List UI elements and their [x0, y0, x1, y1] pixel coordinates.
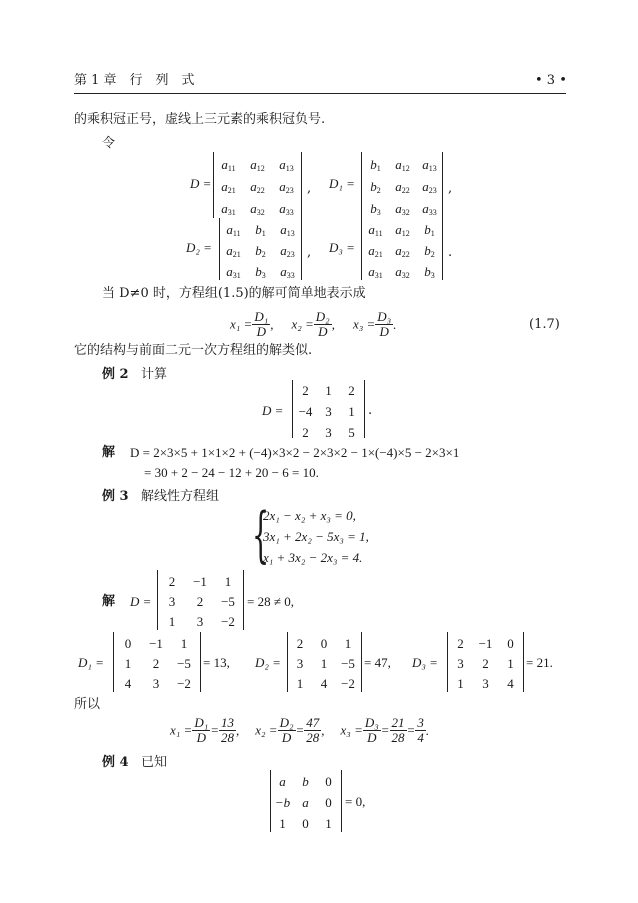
denominator: 28	[221, 729, 235, 745]
punctuation: .	[393, 316, 397, 332]
matrix-cell: −5	[341, 656, 355, 671]
denominator: D	[318, 323, 328, 339]
det-label-D3: D₃ =	[412, 655, 438, 670]
matrix-cell: −1	[149, 636, 163, 651]
det-label-D: D =	[262, 403, 284, 418]
equation: 3x₁ + 2x₂ − 5x₃ = 1,	[263, 529, 369, 544]
fraction	[415, 716, 426, 744]
matrix-cell: $a_{13}$	[280, 222, 295, 238]
matrix-cell: 1	[325, 383, 332, 398]
period: .	[448, 245, 453, 260]
matrix-cell: 3	[482, 676, 489, 691]
matrix-cell: $a_{22}$	[395, 243, 410, 259]
matrix-cell: $b_3$	[255, 264, 266, 280]
matrix-cell: 1	[320, 656, 328, 671]
det-label-D: D =	[190, 176, 212, 191]
equation-rhs: = 47,	[364, 655, 391, 670]
det-label-D2: D₂ =	[255, 655, 281, 670]
matrix-cell: 2	[296, 636, 304, 651]
matrix-cell: −5	[221, 594, 235, 609]
equation-rhs: = 13,	[203, 655, 230, 670]
matrix-cell: $a_{32}$	[395, 264, 410, 280]
matrix-cell: $a_{12}$	[250, 157, 265, 173]
det-bar	[200, 632, 201, 692]
numerator: 21	[391, 715, 405, 730]
fraction	[375, 310, 393, 338]
fraction	[304, 716, 321, 744]
matrix-cell: 3	[168, 594, 176, 609]
fraction	[219, 716, 236, 744]
matrix-cell: a	[302, 795, 309, 810]
matrix-cell: −2	[177, 676, 191, 691]
chapter-header: 第 1 章 行 列 式	[74, 73, 195, 88]
example-label: 例 4	[102, 755, 129, 770]
fraction	[314, 310, 332, 338]
det-label-D1: D₁ =	[78, 655, 104, 670]
det-bar	[523, 632, 524, 692]
matrix-cell: $a_{31}$	[368, 264, 383, 280]
equation-number: (1.7)	[529, 317, 560, 332]
formula-lhs: x₃ =	[340, 722, 363, 738]
page-number: • 3 •	[535, 73, 567, 88]
det-bar	[243, 570, 244, 630]
matrix-cell: −2	[221, 614, 235, 629]
fraction	[363, 716, 381, 744]
denominator: 4	[417, 729, 424, 745]
det-label-D2: D₂ =	[186, 240, 212, 255]
denominator: D	[196, 729, 206, 745]
paragraph: 的乘积冠正号，虚线上三元素的乘积冠负号.	[74, 112, 326, 127]
matrix-cell: $a_{12}$	[395, 222, 410, 238]
equals-sign: =	[406, 722, 416, 738]
numerator: D₁	[254, 309, 269, 324]
matrix-cell: $a_{11}$	[221, 157, 236, 173]
matrix-cell: 1	[180, 636, 188, 651]
matrix-cell: $a_{21}$	[226, 243, 241, 259]
matrix-cell: 2	[152, 656, 160, 671]
matrix-cell: 3	[325, 425, 332, 440]
matrix-cell: 1	[224, 574, 232, 589]
matrix-cell: 2	[302, 383, 309, 398]
det-bar	[301, 218, 302, 280]
matrix-cell: a	[279, 774, 286, 789]
calculation-line: D = 2×3×5 + 1×1×2 + (−4)×3×2 − 2×3×2 − 1×(−4)×5 − 2×3×1	[130, 445, 460, 460]
denominator: 28	[306, 729, 320, 745]
punctuation: ,	[331, 316, 335, 332]
matrix-cell: $b_2$	[424, 243, 435, 259]
example-label: 例 3	[102, 489, 129, 504]
matrix-cell: −5	[177, 656, 191, 671]
matrix-cell: 3	[325, 404, 332, 419]
matrix-cell: $b_3$	[424, 264, 435, 280]
matrix-cell: 0	[302, 816, 309, 831]
matrix-cell: $a_{11}$	[226, 222, 241, 238]
matrix-cell: 2	[348, 383, 355, 398]
matrix-cell: $a_{33}$	[280, 264, 295, 280]
numerator: 47	[306, 715, 320, 730]
equals-sign: =	[380, 722, 390, 738]
matrix-cell: 2	[302, 425, 309, 440]
fraction	[390, 716, 407, 744]
matrix-cell: −b	[274, 795, 291, 810]
matrix-cell: $a_{11}$	[368, 222, 383, 238]
det-bar	[341, 770, 342, 832]
comma: ,	[307, 181, 312, 196]
matrix-cell: b	[302, 774, 309, 789]
matrix-cell: 3	[196, 614, 204, 629]
left-brace: {	[252, 500, 270, 570]
matrix-cell: 1	[507, 656, 514, 671]
formula-lhs: x₃ =	[352, 316, 376, 332]
matrix-cell: 2	[196, 594, 204, 609]
formula-lhs: x₂ =	[291, 316, 314, 332]
denominator: D	[281, 729, 292, 745]
matrix-cell: $a_{23}$	[279, 179, 294, 195]
numerator: D₂	[279, 715, 294, 730]
det-bar	[361, 632, 362, 692]
matrix-cell: 2	[457, 636, 464, 651]
matrix-cell: 0	[320, 636, 328, 651]
period: .	[368, 403, 373, 418]
numerator: D₃	[377, 309, 392, 324]
matrix-cell: $b_2$	[255, 243, 266, 259]
matrix-cell: 1	[279, 816, 286, 831]
example-text: 计算	[141, 367, 168, 382]
matrix-cell: −2	[341, 676, 355, 691]
matrix-cell: 1	[457, 676, 464, 691]
matrix-cell: 5	[348, 425, 355, 440]
matrix-cell: 3	[152, 676, 160, 691]
denominator: D	[256, 323, 266, 339]
matrix-cell: 4	[124, 676, 132, 691]
calculation-line: = 30 + 2 − 24 − 12 + 20 − 6 = 10.	[144, 465, 319, 480]
matrix-cell: 0	[325, 774, 332, 789]
matrix-cell: $b_2$	[370, 179, 381, 195]
denominator: D	[367, 729, 377, 745]
det-label-D: D =	[130, 594, 152, 609]
matrix-cell: 1	[348, 404, 355, 419]
matrix-cell: 2	[482, 656, 489, 671]
punctuation: .	[425, 722, 430, 738]
matrix-cell: $a_{23}$	[280, 243, 295, 259]
paragraph: 令	[102, 136, 116, 151]
equation-rhs: = 0,	[345, 794, 366, 809]
matrix-cell: 1	[124, 656, 132, 671]
formula-lhs: x₂ =	[255, 722, 278, 738]
matrix-cell: −1	[478, 636, 493, 651]
comma: ,	[307, 245, 312, 260]
numerator: 3	[417, 715, 424, 730]
results-formula	[170, 716, 445, 744]
matrix-cell: 1	[344, 636, 352, 651]
formula-1-7	[230, 310, 414, 338]
formula-lhs: x₁ =	[230, 316, 253, 332]
matrix-cell: 4	[507, 676, 514, 691]
denominator: 28	[391, 729, 405, 745]
matrix-cell: $b_1$	[424, 222, 435, 238]
det-bar	[364, 380, 365, 438]
det-label-D1: D₁ =	[329, 176, 355, 191]
matrix-cell: $b_1$	[370, 157, 381, 173]
matrix-cell: $a_{22}$	[250, 179, 265, 195]
matrix-cell: $a_{22}$	[395, 179, 410, 195]
punctuation: ,	[321, 722, 325, 738]
paragraph: 当 D≠0 时，方程组(1.5)的解可简单地表示成	[102, 286, 366, 301]
punctuation: ,	[270, 316, 274, 332]
matrix-cell: $a_{13}$	[279, 157, 294, 173]
comma: ,	[448, 181, 453, 196]
matrix-cell: $a_{31}$	[221, 201, 236, 217]
matrix-cell: 3	[457, 656, 464, 671]
matrix-cell: 1	[325, 816, 332, 831]
example-text: 解线性方程组	[141, 489, 220, 504]
matrix-cell: $a_{33}$	[279, 201, 294, 217]
denominator: D	[379, 323, 389, 339]
numerator: D₃	[364, 715, 379, 730]
punctuation: ,	[236, 722, 240, 738]
equals-sign: =	[210, 722, 220, 738]
matrix-cell: $a_{32}$	[250, 201, 265, 217]
numerator: D₂	[315, 309, 330, 324]
equation: 2x₁ − x₂ + x₃ = 0,	[263, 508, 356, 523]
solution-label: 解	[102, 445, 116, 460]
fraction	[252, 310, 270, 338]
matrix-cell: $a_{12}$	[395, 157, 410, 173]
header-rule	[74, 93, 566, 94]
equation-rhs: = 28 ≠ 0,	[247, 594, 294, 609]
equals-sign: =	[295, 722, 305, 738]
numerator: 13	[221, 715, 235, 730]
matrix-cell: 1	[168, 614, 176, 629]
matrix-cell: −1	[193, 574, 207, 589]
matrix-cell: 0	[507, 636, 514, 651]
equation: x₁ + 3x₂ − 2x₃ = 4.	[263, 550, 363, 565]
solution-label: 解	[102, 594, 116, 609]
numerator: D₁	[194, 715, 209, 730]
example-text: 已知	[141, 755, 168, 770]
fraction	[278, 716, 296, 744]
matrix-cell: $a_{31}$	[226, 264, 241, 280]
formula-lhs: x₁ =	[170, 722, 193, 738]
paragraph: 所以	[74, 697, 101, 712]
example-label: 例 2	[102, 367, 129, 382]
matrix-cell: $a_{21}$	[368, 243, 383, 259]
det-bar	[301, 152, 302, 218]
matrix-cell: $a_{32}$	[395, 201, 410, 217]
matrix-cell: 1	[296, 676, 304, 691]
matrix-cell: $a_{33}$	[422, 201, 437, 217]
matrix-cell: 4	[320, 676, 328, 691]
det-bar	[292, 380, 293, 438]
det-label-D3: D₃ =	[329, 240, 355, 255]
fraction	[192, 716, 210, 744]
matrix-cell: 2	[168, 574, 176, 589]
matrix-cell: $a_{23}$	[422, 179, 437, 195]
paragraph: 它的结构与前面二元一次方程组的解类似.	[74, 343, 313, 358]
matrix-cell: $b_3$	[370, 201, 381, 217]
matrix-cell: $b_1$	[255, 222, 266, 238]
equation-rhs: = 21.	[526, 655, 553, 670]
matrix-cell: 0	[124, 636, 132, 651]
matrix-cell: −4	[298, 404, 313, 419]
matrix-cell: $a_{21}$	[221, 179, 236, 195]
matrix-cell: 3	[296, 656, 304, 671]
matrix-cell: 0	[325, 795, 332, 810]
matrix-cell: $a_{13}$	[422, 157, 437, 173]
